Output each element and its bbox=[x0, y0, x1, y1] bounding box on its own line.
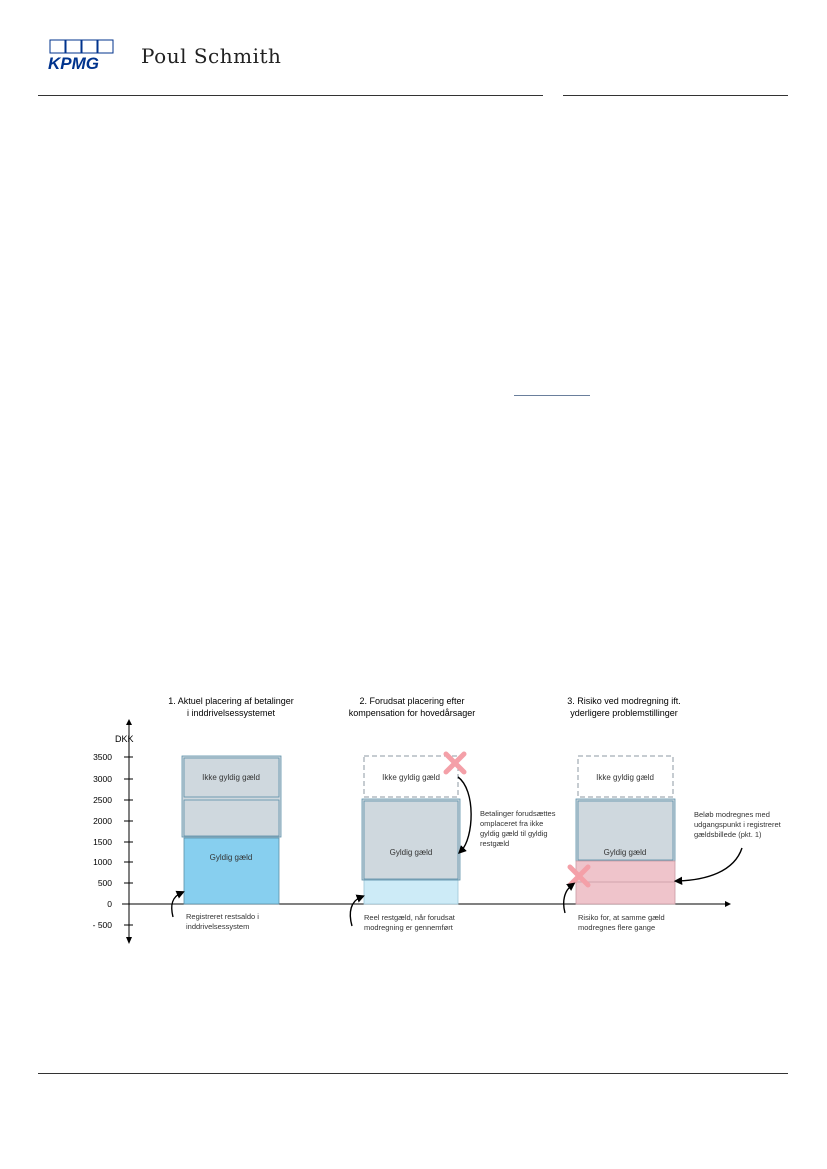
panel-3 bbox=[564, 696, 782, 932]
panel-1-title: 1. Aktuel placering af betalinger bbox=[168, 696, 294, 706]
panel-2-box-label: Gyldig gæld bbox=[389, 848, 433, 857]
panel-1-box-label: Ikke gyldig gæld bbox=[202, 773, 260, 782]
panel-2-side-note: restgæld bbox=[480, 839, 510, 848]
panel-1 bbox=[168, 696, 294, 931]
panel-3-side-note: gældsbillede (pkt. 1) bbox=[694, 830, 762, 839]
axis-unit-label: DKK bbox=[115, 734, 134, 744]
panel-1-note: inddrivelsessystem bbox=[186, 922, 250, 931]
panel-2-curved-arrow bbox=[350, 897, 361, 926]
panel-2 bbox=[349, 696, 556, 932]
panel-3-title: 3. Risiko ved modregning ift. bbox=[567, 696, 681, 706]
panel-2-note: Reel restgæld, når forudsat bbox=[364, 913, 455, 922]
panel-2-side-note: omplaceret fra ikke bbox=[480, 819, 544, 828]
panel-2-cross-icon bbox=[446, 754, 464, 772]
y-tick-label: 2500 bbox=[93, 795, 112, 805]
y-tick-label: - 500 bbox=[92, 920, 112, 930]
panel-3-side-note: Beløb modregnes med bbox=[694, 810, 770, 819]
panel-2-note: modregning er gennemført bbox=[364, 923, 453, 932]
panel-1-curved-arrow bbox=[172, 893, 181, 917]
y-tick-label: 500 bbox=[97, 878, 112, 888]
panel-3-note: modregnes flere gange bbox=[578, 923, 656, 932]
y-tick-label: 2000 bbox=[93, 816, 112, 826]
panel-1-box-label: Gyldig gæld bbox=[209, 853, 253, 862]
y-tick-label: 3500 bbox=[93, 752, 112, 762]
panel-2-side-note: gyldig gæld til gyldig bbox=[480, 829, 548, 838]
y-tick-label: 0 bbox=[107, 899, 112, 909]
panel-3-side-note: udgangspunkt i registreret bbox=[694, 820, 781, 829]
panel-1-title: i inddrivelsessystemet bbox=[186, 708, 276, 718]
panel-3-side-arrow bbox=[678, 848, 742, 881]
panel-3-note: Risiko for, at samme gæld bbox=[578, 913, 665, 922]
kpmg-logo-text: KPMG bbox=[48, 54, 99, 73]
panel-3-title: yderligere problemstillinger bbox=[570, 708, 678, 718]
panel-3-box-label: Gyldig gæld bbox=[603, 848, 647, 857]
panel-2-light-box bbox=[364, 880, 458, 904]
panel-2-box-label: Ikke gyldig gæld bbox=[382, 773, 440, 782]
panel-1-inner-box-bottom bbox=[184, 800, 279, 836]
panel-2-title: 2. Forudsat placering efter bbox=[359, 696, 465, 706]
y-tick-label: 1000 bbox=[93, 857, 112, 867]
y-tick-label: 3000 bbox=[93, 774, 112, 784]
panel-2-title: kompensation for hovedårsager bbox=[348, 708, 476, 718]
y-axis-bottom-arrow bbox=[126, 937, 132, 944]
panel-2-gyldig-inner-box bbox=[364, 801, 458, 879]
panel-1-note: Registreret restsaldo i bbox=[186, 912, 259, 921]
panel-3-curved-arrow bbox=[564, 885, 572, 913]
panel-2-side-note: Betalinger forudsættes bbox=[480, 809, 556, 818]
y-tick-label: 1500 bbox=[93, 837, 112, 847]
panel-1-gyldig-box bbox=[184, 838, 279, 904]
panel-3-risk-box bbox=[576, 861, 675, 904]
brand-name: Poul Schmith bbox=[141, 44, 282, 68]
panel-3-box-label: Ikke gyldig gæld bbox=[596, 773, 654, 782]
